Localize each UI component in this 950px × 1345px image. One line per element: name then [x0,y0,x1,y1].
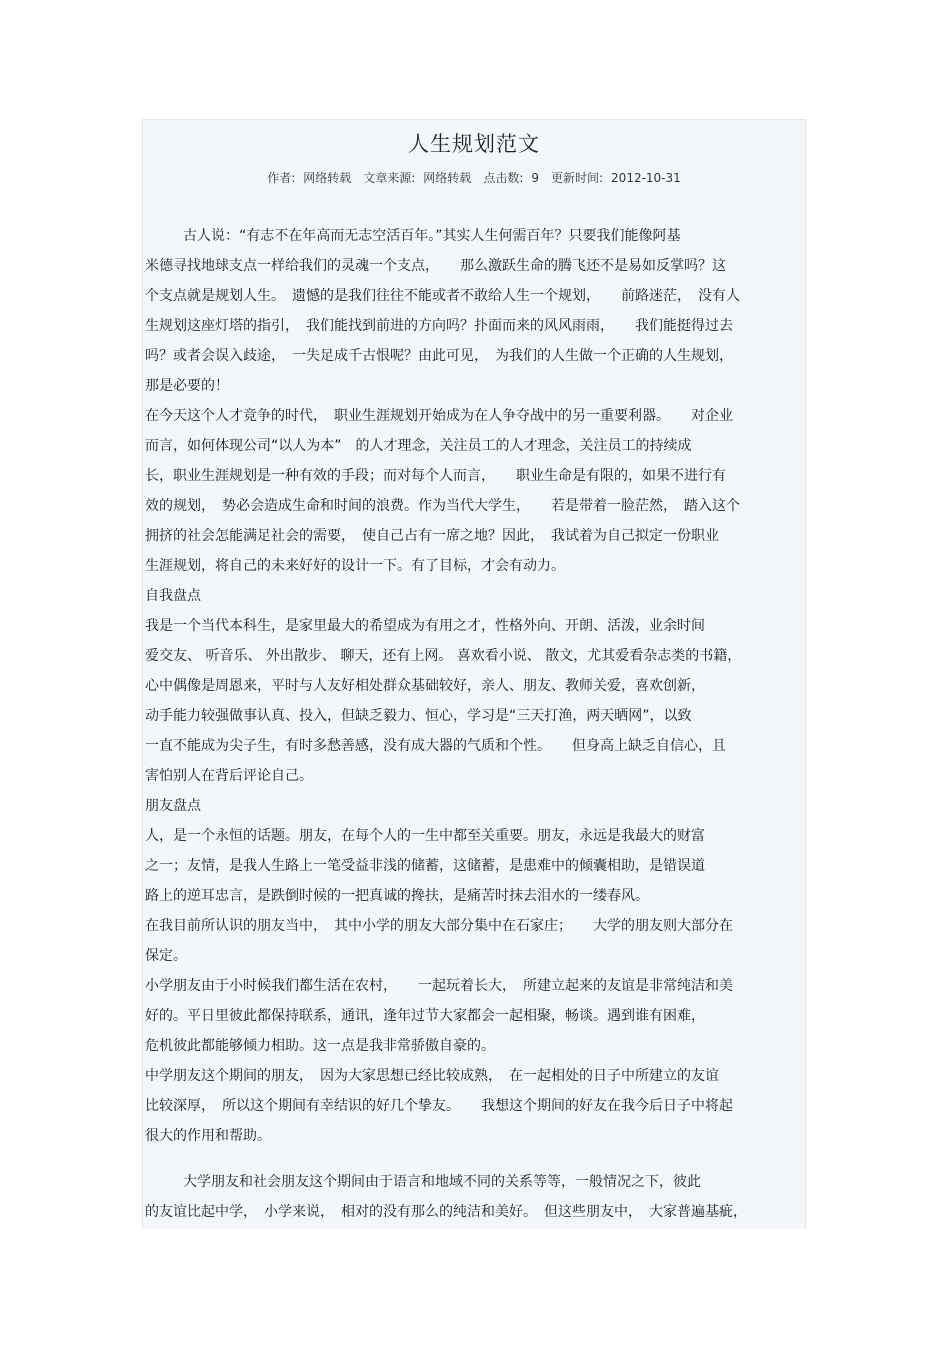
text-line: 害怕别人在背后评论自己。 [145,768,313,784]
text-line: 我是一个当代本科生，是家里最大的希望成为有用之才，性格外向、开朗、活泼，业余时间 [145,618,705,634]
text-line: 比较深厚， 所以这个期间有幸结识的好几个挚友。 我想这个期间的好友在我今后日子中将起 [145,1098,733,1114]
article-panel [142,119,806,1229]
text-line: 效的规划， 势必会造成生命和时间的浪费。作为当代大学生， 若是带着一脸茫然， 踏入这个 [145,498,740,514]
section-heading-friends: 朋友盘点 [145,798,201,814]
article-title: 人生规划范文 [408,132,540,156]
text-line: 吗？或者会误入歧途， 一失足成千古恨呢？由此可见， 为我们的人生做一个正确的人生规划， [145,348,733,364]
text-line: 中学朋友这个期间的朋友， 因为大家思想已经比较成熟， 在一起相处的日子中所建立的友谊 [145,1068,719,1084]
text-line: 心中偶像是周恩来，平时与人友好相处群众基础较好，亲人、朋友、教师关爱，喜欢创新， [145,678,705,694]
text-line: 之一；友情，是我人生路上一笔受益非浅的储蓄，这储蓄，是患难中的倾囊相助，是错误道 [145,858,705,874]
text-line: 大学朋友和社会朋友这个期间由于语言和地域不同的关系等等，一般情况之下，彼此 [183,1174,701,1190]
article-meta [143,170,805,186]
author-value: 网络转载 [303,171,352,185]
text-line: 拥挤的社会怎能满足社会的需要， 使自己占有一席之地？因此， 我试着为自己拟定一份职业 [145,528,719,544]
text-line: 小学朋友由于小时候我们都生活在农村， 一起玩着长大， 所建立起来的友谊是非常纯洁和美 [145,978,733,994]
text-line: 保定。 [145,948,187,964]
text-line: 而言，如何体现公司“以人为本” 的人才理念，关注员工的人才理念，关注员工的持续成 [145,438,692,454]
source-value: 网络转载 [423,171,472,185]
text-line: 爱交友、 听音乐、 外出散步、 聊天，还有上网。 喜欢看小说、 散文，尤其爱看杂志类的书籍， [145,648,742,664]
text-line: 长，职业生涯规划是一种有效的手段；而对每个人而言， 职业生命是有限的，如果不进行有 [145,468,726,484]
article-body [145,221,803,1227]
text-line: 米德寻找地球支点一样给我们的灵魂一个支点， 那么激跃生命的腾飞还不是易如反掌吗？这 [145,258,726,274]
text-line: 路上的逆耳忠言，是跌倒时候的一把真诚的搀扶，是痛苦时抹去泪水的一缕春风。 [145,888,649,904]
text-line: 好的。平日里彼此都保持联系，通讯，逢年过节大家都会一起相聚，畅谈。遇到谁有困难， [145,1008,705,1024]
text-line: 危机彼此都能够倾力相助。这一点是我非常骄傲自豪的。 [145,1038,495,1054]
text-line: 很大的作用和帮助。 [145,1128,271,1144]
clicks-label: 点击数: [483,171,524,185]
text-line: 的友谊比起中学， 小学来说， 相对的没有那么的纯洁和美好。 但这些朋友中， 大家普遍基疵， [145,1204,747,1220]
updated-label: 更新时间: [551,171,604,185]
clicks-value: 9 [531,171,539,185]
text-line: 人，是一个永恒的话题。朋友，在每个人的一生中都至关重要。朋友，永远是我最大的财富 [145,828,705,844]
text-line: 在今天这个人才竞争的时代， 职业生涯规划开始成为在人争夺战中的另一重要利器。 对企业 [145,408,733,424]
source-label: 文章来源: [363,171,416,185]
text-line: 动手能力较强做事认真、投入，但缺乏毅力、恒心，学习是“三天打渔，两天晒网”，以致 [145,708,692,724]
text-line: 生规划这座灯塔的指引， 我们能找到前进的方向吗？扑面而来的风风雨雨， 我们能挺得过去 [145,318,733,334]
text-line: 在我目前所认识的朋友当中， 其中小学的朋友大部分集中在石家庄； 大学的朋友则大部分在 [145,918,733,934]
section-heading-self: 自我盘点 [145,588,201,604]
text-line: 那是必要的！ [145,378,229,394]
updated-value: 2012-10-31 [611,171,681,185]
text-line: 一直不能成为尖子生，有时多愁善感，没有成大器的气质和个性。 但身高上缺乏自信心，且 [145,738,726,754]
text-line: 生涯规划，将自己的未来好好的设计一下。有了目标，才会有动力。 [145,558,565,574]
text-line: 古人说：“有志不在年高而无志空活百年。”其实人生何需百年？只要我们能像阿基 [183,228,681,244]
author-label: 作者: [267,171,296,185]
text-line: 个支点就是规划人生。 遗憾的是我们往往不能或者不敢给人生一个规划， 前路迷茫， 没有人 [145,288,740,304]
